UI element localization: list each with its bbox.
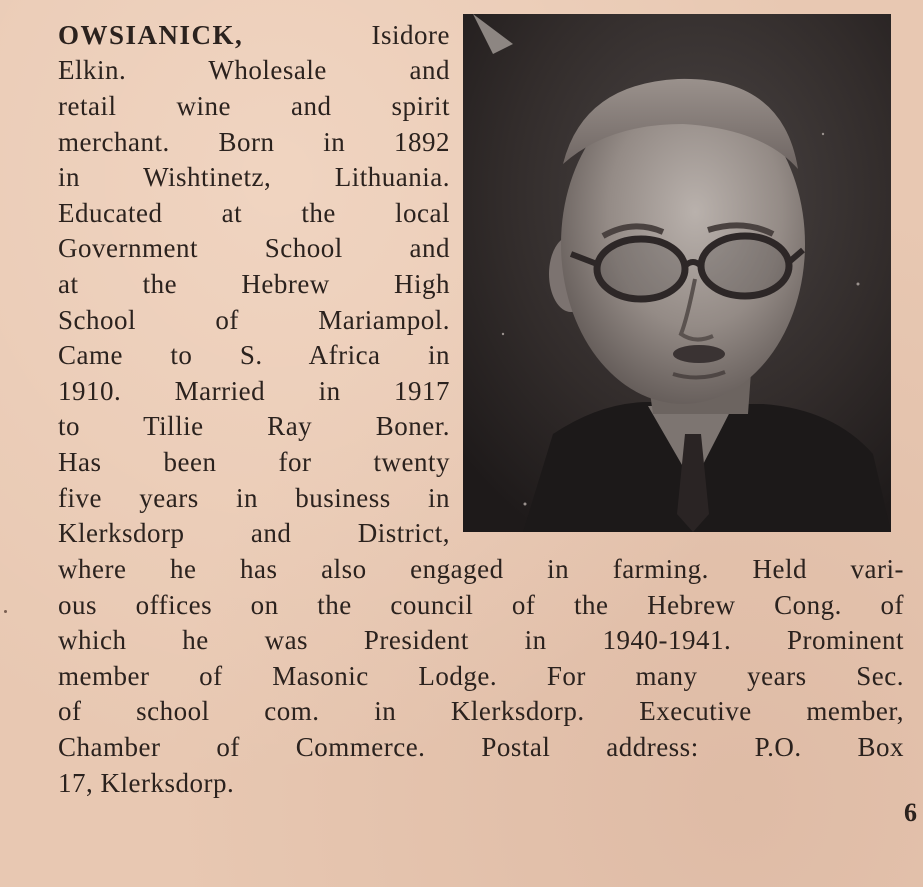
entry-surname: OWSIANICK, (58, 20, 244, 50)
bio-line: Has been for twenty (58, 447, 450, 477)
bio-line: which he was President in 1940-1941. Prominent (58, 625, 904, 655)
entry-first-line (58, 18, 450, 52)
bio-line: 1910. Married in 1917 (58, 376, 450, 406)
bio-line: merchant. Born in 1892 (58, 127, 450, 157)
bio-line: retail wine and spirit (58, 91, 450, 121)
bio-line: ous offices on the council of the Hebrew Cong. of (58, 590, 904, 620)
bio-line: where he has also engaged in farming. Held vari- (58, 554, 904, 584)
bio-line: Elkin. Wholesale and (58, 55, 450, 85)
page-number: 6 (904, 798, 917, 827)
bio-line: Government School and (58, 233, 450, 263)
paper-speck (4, 610, 7, 613)
bio-line: Klerksdorp and District, (58, 518, 450, 548)
bio-line: in Wishtinetz, Lithuania. (58, 162, 450, 192)
bio-line-last: 17, Klerksdorp. (58, 768, 235, 798)
bio-line: of school com. in Klerksdorp. Executive member, (58, 696, 904, 726)
bio-line: at the Hebrew High (58, 269, 450, 299)
bio-line: five years in business in (58, 483, 450, 513)
bio-line: School of Mariampol. (58, 305, 450, 335)
portrait-photo (463, 14, 891, 532)
bio-line: Came to S. Africa in (58, 340, 450, 370)
bio-line: member of Masonic Lodge. For many years Sec. (58, 661, 904, 691)
bio-line: to Tillie Ray Boner. (58, 411, 450, 441)
entry-first-name: Isidore (371, 20, 450, 50)
bio-line: Chamber of Commerce. Postal address: P.O. Box (58, 732, 904, 762)
bio-line: Educated at the local (58, 198, 450, 228)
